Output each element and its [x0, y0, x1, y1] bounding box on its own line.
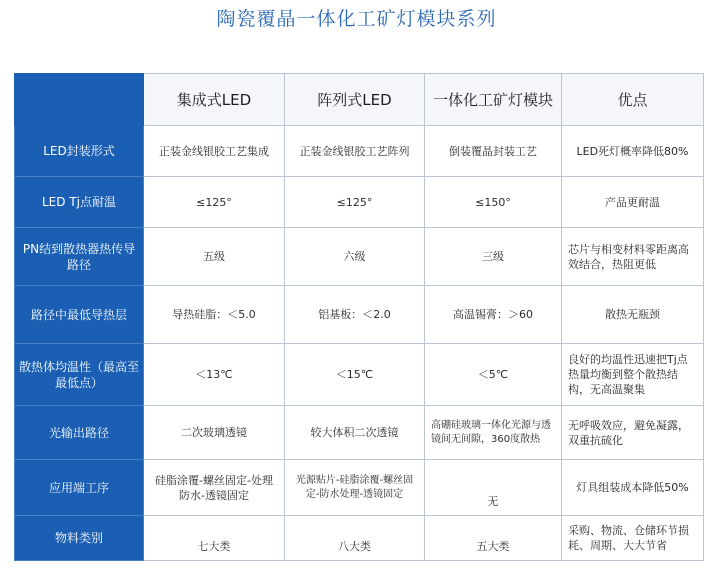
- table-cell: ＜13℃: [144, 344, 285, 406]
- table-cell: 正装金线银胶工艺集成: [144, 126, 285, 177]
- table-cell: 光源贴片-硅脂涂覆-螺丝固定-防水处理-透镜固定: [285, 460, 425, 516]
- row-label: LED Tj点耐温: [15, 177, 144, 228]
- table-cell: 七大类: [144, 516, 285, 561]
- table-cell: 采购、物流、仓储环节损耗、周期、大大节省: [562, 516, 704, 561]
- table-cell: 五级: [144, 228, 285, 286]
- header-corner: [15, 74, 144, 126]
- row-label: PN结到散热器热传导路径: [15, 228, 144, 286]
- table-cell: 五大类: [425, 516, 562, 561]
- table-cell: ≤125°: [285, 177, 425, 228]
- table-cell: 八大类: [285, 516, 425, 561]
- row-label: 路径中最低导热层: [15, 286, 144, 344]
- table-header-row: [15, 74, 704, 126]
- table-cell: 正装金线银胶工艺阵列: [285, 126, 425, 177]
- table-cell: 高温锡膏：＞60: [425, 286, 562, 344]
- table-cell: ＜5℃: [425, 344, 562, 406]
- table-row: [15, 228, 704, 286]
- table-cell: ≤150°: [425, 177, 562, 228]
- table-cell: 铝基板：＜2.0: [285, 286, 425, 344]
- table-row: [15, 460, 704, 516]
- table-cell: 六级: [285, 228, 425, 286]
- table-cell: ＜15℃: [285, 344, 425, 406]
- table-row: [15, 177, 704, 228]
- table-cell: 倒装覆晶封装工艺: [425, 126, 562, 177]
- column-header: 阵列式LED: [285, 74, 425, 126]
- table-row: [15, 344, 704, 406]
- table-cell: LED死灯概率降低80%: [562, 126, 704, 177]
- row-label: 应用端工序: [15, 460, 144, 516]
- table-row: [15, 286, 704, 344]
- table-cell: 较大体积二次透镜: [285, 406, 425, 460]
- table-row: [15, 126, 704, 177]
- column-header: 优点: [562, 74, 704, 126]
- table-row: [15, 406, 704, 460]
- column-header: 集成式LED: [144, 74, 285, 126]
- table-cell: 无: [425, 460, 562, 516]
- table-cell: 三级: [425, 228, 562, 286]
- table-cell: 导热硅脂：＜5.0: [144, 286, 285, 344]
- table-cell: ≤125°: [144, 177, 285, 228]
- row-label: LED封装形式: [15, 126, 144, 177]
- table-cell: 芯片与相变材料零距离高效结合，热阻更低: [562, 228, 704, 286]
- row-label: 物料类别: [15, 516, 144, 561]
- table-cell: 高硼硅玻璃一体化光源与透镜间无间隙，360度散热: [425, 406, 562, 460]
- table-cell: 二次玻璃透镜: [144, 406, 285, 460]
- comparison-table: [14, 73, 704, 561]
- table-row: [15, 516, 704, 561]
- row-label: 散热体均温性（最高至最低点）: [15, 344, 144, 406]
- column-header: 一体化工矿灯模块: [425, 74, 562, 126]
- page-title: 陶瓷覆晶一体化工矿灯模块系列: [216, 8, 497, 30]
- table-cell: 散热无瓶颈: [562, 286, 704, 344]
- table-cell: 无呼吸效应，避免凝露，双重抗硫化: [562, 406, 704, 460]
- table-cell: 良好的均温性迅速把Tj点热量均衡到整个散热结构，无高温聚集: [562, 344, 704, 406]
- table-cell: 产品更耐温: [562, 177, 704, 228]
- row-label: 光输出路径: [15, 406, 144, 460]
- table-cell: 硅脂涂覆-螺丝固定-处理防水-透镜固定: [144, 460, 285, 516]
- table-cell: 灯具组装成本降低50%: [562, 460, 704, 516]
